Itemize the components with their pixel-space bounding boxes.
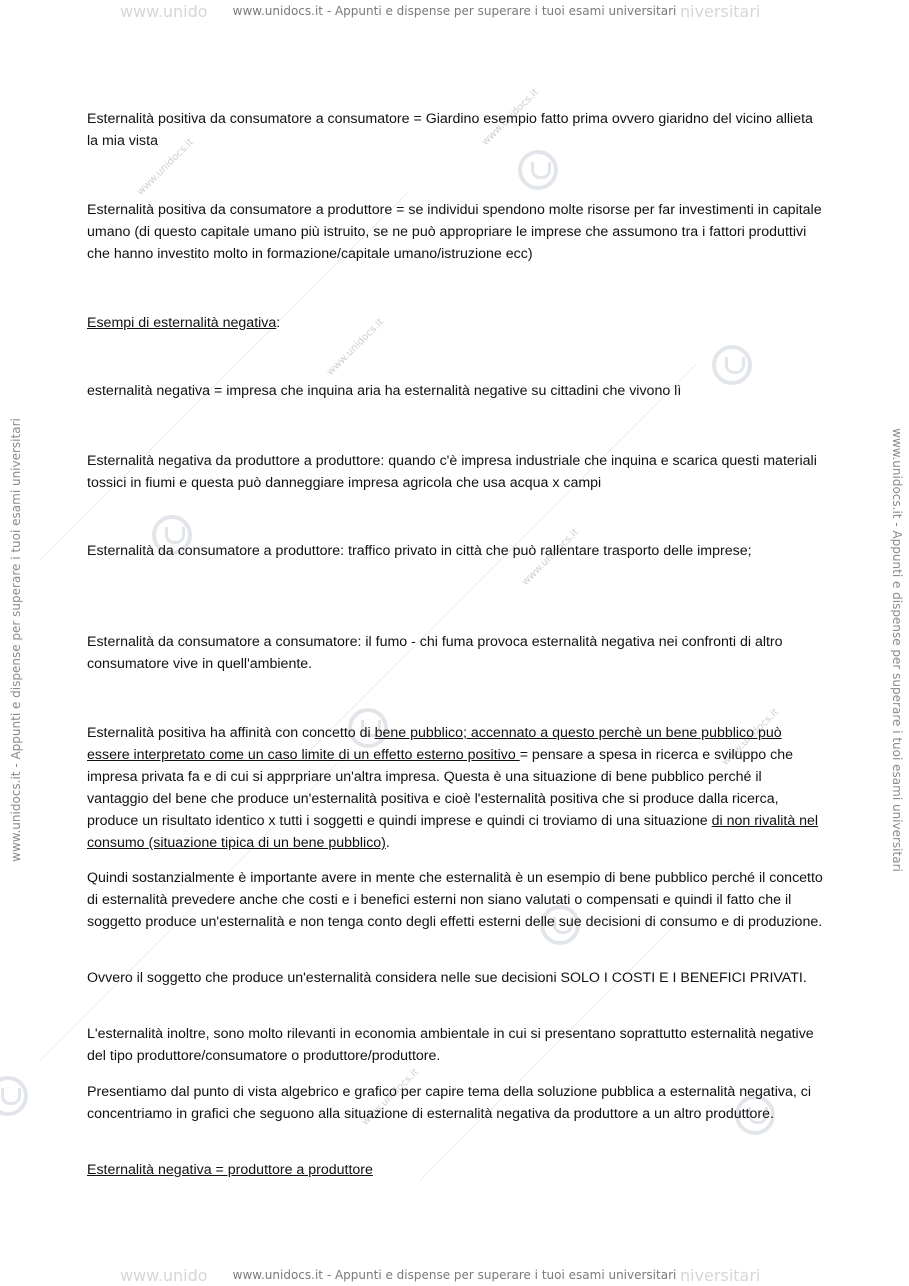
diagonal-watermark: www.unidocs.it (480, 86, 542, 148)
side-watermark-left: www.unidocs.it - Appunti e dispense per superare i tuoi esami universitari (9, 418, 23, 862)
side-watermark-right: www.unidocs.it - Appunti e dispense per superare i tuoi esami universitari (890, 428, 904, 872)
ghost-watermark-footer-right: niversitari (680, 1266, 761, 1285)
ghost-watermark-right: niversitari (680, 2, 761, 21)
diagonal-line (300, 364, 697, 761)
paragraph-consumer-producer: Esternalità da consumatore a produttore: traffico privato in città che può rallentare trasporto delle imprese; (87, 543, 752, 559)
ghost-watermark-footer-left: www.unido (120, 1266, 208, 1285)
unidocs-logo-icon (712, 345, 752, 385)
unidocs-logo-icon (0, 1076, 28, 1116)
paragraph-private-costs: Ovvero il soggetto che produce un'esternalità considera nelle sue decisioni SOLO I COSTI E I BENEFICI PRIVATI. (87, 970, 807, 986)
paragraph-positive-consumer-consumer: Esternalità positiva da consumatore a consumatore = Giardino esempio fatto prima ovvero giaridno del vicino allieta la mia vista (87, 111, 813, 149)
diagonal-watermark: www.unidocs.it (520, 526, 582, 588)
footer-watermark: www.unidocs.it - Appunti e dispense per superare i tuoi esami universitari (232, 1268, 677, 1282)
paragraph-algebraic-graphic: Presentiamo dal punto di vista algebrico e grafico per capire tema della soluzione pubblica a esternalità negativa, ci concentriamo in grafici che seguono alla situazione di esternalità negativa da produttore a un altro produttore. (87, 1084, 811, 1122)
section-heading-producer-producer: Esternalità negativa = produttore a produttore (87, 1162, 373, 1178)
diagonal-watermark: www.unidocs.it (720, 706, 782, 768)
paragraph-negative-example: esternalità negativa = impresa che inquina aria ha esternalità negative su cittadini che vivono lì (87, 383, 682, 399)
paragraph-public-good: Esternalità positiva ha affinità con concetto di bene pubblico; accennato a questo perchè un bene pubblico può essere interpretato come un caso limite di un effetto esterno positivo = pensare a spesa in ricerca e sviluppo che impresa privata fa e di cui si apprpriare un'altra impresa. Questa è una situazione di bene pubblico perché il vantaggio del bene che produce un'esternalità positiva e cioè l'esternalità positiva che si produce dalla ricerca, produce un risultato identico x tutti i soggetti e quindi imprese e quindi ci troviamo di una situazione di non rivalità nel consumo (situazione tipica di un bene pubblico). (87, 725, 819, 851)
negative-externality-heading: Esempi di esternalità negativa: (87, 315, 281, 331)
unidocs-logo-icon (518, 150, 558, 190)
ghost-watermark-left: www.unido (120, 2, 208, 21)
non-rivalry-underlined: di non rivalità nel consumo (situazione tipica di un bene pubblico) (87, 813, 819, 851)
header-watermark: www.unidocs.it - Appunti e dispense per superare i tuoi esami universitari (232, 4, 677, 18)
paragraph-consumer-consumer: Esternalità da consumatore a consumatore: il fumo - chi fuma provoca esternalità negativa nei confronti di altro consumatore vive in quell'ambiente. (87, 634, 783, 672)
diagonal-watermark: www.unidocs.it (360, 1066, 422, 1128)
diagonal-watermark: www.unidocs.it (325, 316, 387, 378)
public-good-underlined: bene pubblico; accennato a questo perchè un bene pubblico può essere interpretato come un caso limite di un effetto esterno positivo (87, 725, 782, 763)
paragraph-environmental-economics: L'esternalità inoltre, sono molto rilevanti in economia ambientale in cui si presentano soprattutto esternalità negative del tipo produttore/consumatore o produttore/produttore. (87, 1026, 814, 1064)
paragraph-negative-producer-producer: Esternalità negativa da produttore a produttore: quando c'è impresa industriale che inquina e scarica questi materiali tossici in fiumi e questa può danneggiare impresa agricola che usa acqua x campi (87, 453, 817, 491)
paragraph-positive-consumer-producer: Esternalità positiva da consumatore a produttore = se individui spendono molte risorse per far investimenti in capitale umano (di questo capitale umano più istruito, se ne può appropriare le imprese che assumono tra i fattori produttivi che hanno investito molto in formazione/capitale umano/istruzione ecc) (87, 202, 822, 262)
diagonal-watermark: www.unidocs.it (135, 136, 197, 198)
paragraph-summary: Quindi sostanzialmente è importante avere in mente che esternalità è un esempio di bene pubblico perché il concetto di esternalità prevedere anche che costi e i benefici esterni non siano valutati o compensati e quindi il fatto che il soggetto produce un'esternalità e non tenga conto degli effetti esterni delle sue decisioni di consumo e di produzione. (87, 870, 823, 930)
negative-heading-text: Esempi di esternalità negativa (87, 315, 277, 331)
